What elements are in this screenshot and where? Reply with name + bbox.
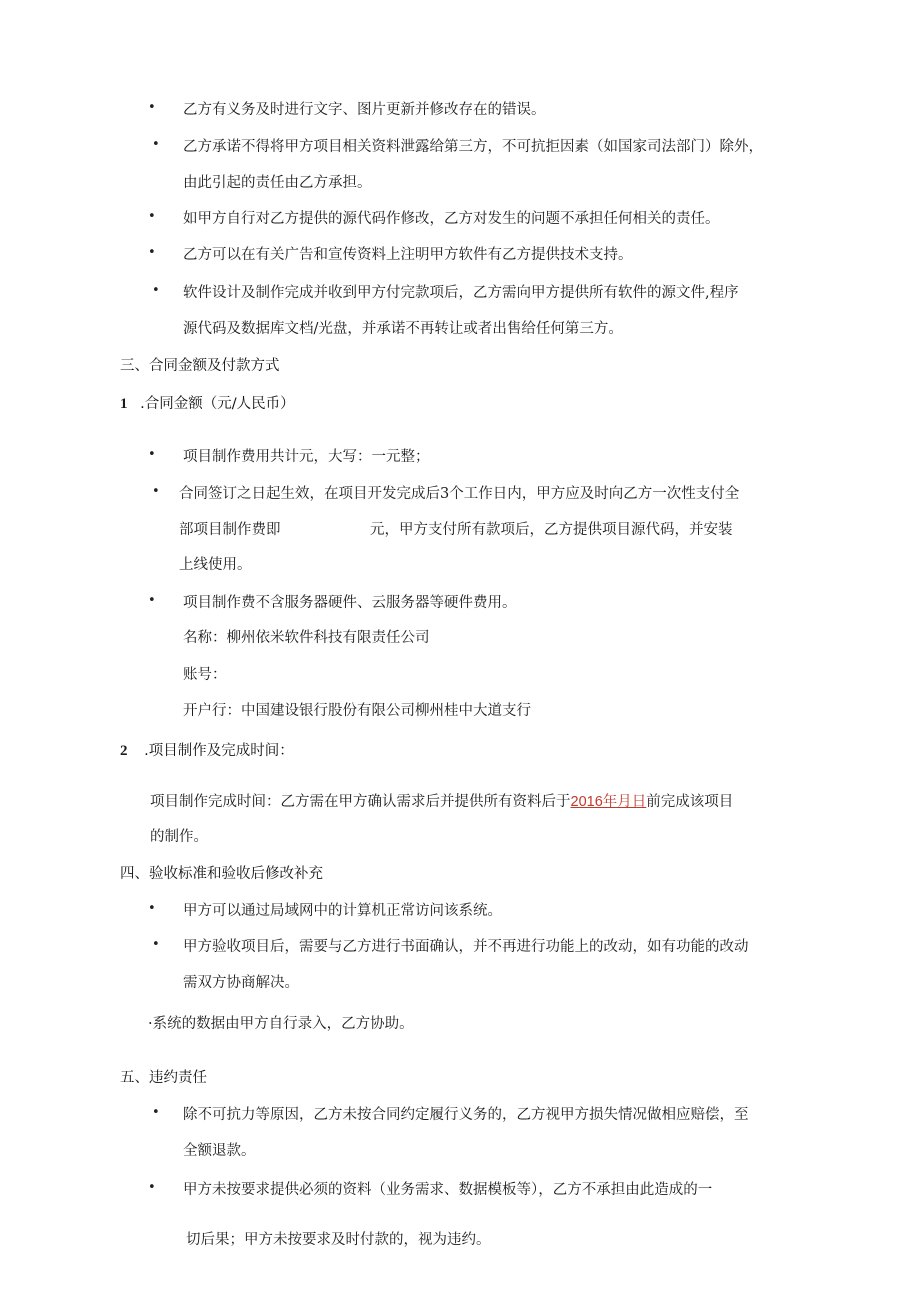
section-4-heading: 四、验收标准和验收后修改补充: [120, 866, 323, 882]
bullet-icon: •: [152, 937, 160, 952]
account-name: 名称：柳州依米软件科技有限责任公司: [183, 630, 430, 646]
schedule-line-continued: 的制作。: [150, 829, 208, 845]
fee-item-continued: 部项目制作费即: [179, 522, 281, 538]
obligation-item: 软件设计及制作完成并收到甲方付完款项后，乙方需向甲方提供所有软件的源文件,程序: [183, 285, 739, 301]
subsection-title: .合同金额（元/人民币）: [140, 396, 295, 412]
acceptance-item: ·系统的数据由甲方自行录入，乙方协助。: [148, 1016, 414, 1032]
fee-item-continued: 元，甲方支付所有款项后，乙方提供项目源代码，并安装: [370, 522, 733, 538]
obligation-item: 如甲方自行对乙方提供的源代码作修改，乙方对发生的问题不承担任何相关的责任。: [183, 211, 720, 227]
section-3-heading: 三、合同金额及付款方式: [120, 358, 280, 374]
bullet-icon: •: [148, 1180, 156, 1195]
bullet-icon: •: [148, 100, 156, 115]
obligation-item-continued: 由此引起的责任由乙方承担。: [183, 175, 372, 191]
fee-item: 项目制作费不含服务器硬件、云服务器等硬件费用。: [183, 595, 517, 611]
liability-item: 甲方未按要求提供必须的资料（业务需求、数据模板等），乙方不承担由此造成的一: [183, 1182, 713, 1198]
schedule-date: 2016年月日: [570, 794, 647, 810]
liability-item-continued: 全额退款。: [183, 1143, 256, 1159]
acceptance-item-continued: 需双方协商解决。: [183, 975, 299, 991]
bullet-icon: •: [148, 447, 156, 462]
fee-item: 合同签订之日起生效，在项目开发完成后3个工作日内，甲方应及时向乙方一次性支付全: [179, 486, 740, 502]
obligation-item: 乙方承诺不得将甲方项目相关资料泄露给第三方，不可抗拒因素（如国家司法部门）除外，: [183, 139, 763, 155]
schedule-line: [150, 790, 733, 811]
account-number: 账号：: [183, 667, 227, 683]
acceptance-item: 甲方可以通过局域网中的计算机正常访问该系统。: [183, 903, 502, 919]
bullet-icon: •: [148, 209, 156, 224]
obligation-item: 乙方可以在有关广告和宣传资料上注明甲方软件有乙方提供技术支持。: [183, 247, 633, 263]
bullet-icon: •: [148, 901, 156, 916]
bullet-icon: •: [148, 593, 156, 608]
fee-item: 项目制作费用共计元，大写：一元整；: [183, 449, 430, 465]
bullet-icon: •: [148, 245, 156, 260]
schedule-text: 前完成该项目: [646, 794, 734, 810]
section-5-heading: 五、违约责任: [120, 1070, 207, 1086]
liability-item: 除不可抗力等原因，乙方未按合同约定履行义务的，乙方视甲方损失情况做相应赔偿，至: [183, 1107, 749, 1123]
bullet-icon: •: [152, 484, 160, 499]
acceptance-item: 甲方验收项目后，需要与乙方进行书面确认，并不再进行功能上的改动，如有功能的改动: [183, 939, 749, 955]
subsection-number: 2: [120, 743, 128, 759]
fee-item-continued: 上线使用。: [179, 557, 252, 573]
bullet-icon: •: [152, 137, 160, 152]
subsection-2-heading: [120, 739, 294, 760]
schedule-text: 项目制作完成时间：乙方需在甲方确认需求后并提供所有资料后于: [150, 794, 571, 810]
bullet-icon: •: [152, 283, 160, 298]
subsection-number: 1: [120, 396, 128, 412]
account-bank: 开户行：中国建设银行股份有限公司柳州桂中大道支行: [183, 703, 531, 719]
obligation-item: 乙方有义务及时进行文字、图片更新并修改存在的错误。: [183, 102, 546, 118]
bullet-icon: •: [152, 1105, 160, 1120]
liability-item-continued: 切后果；甲方未按要求及时付款的，视为违约。: [186, 1232, 491, 1248]
obligation-item-continued: 源代码及数据库文档/光盘，并承诺不再转让或者出售给任何第三方。: [183, 321, 623, 337]
subsection-title: .项目制作及完成时间：: [144, 743, 294, 759]
subsection-1-heading: [120, 392, 295, 413]
